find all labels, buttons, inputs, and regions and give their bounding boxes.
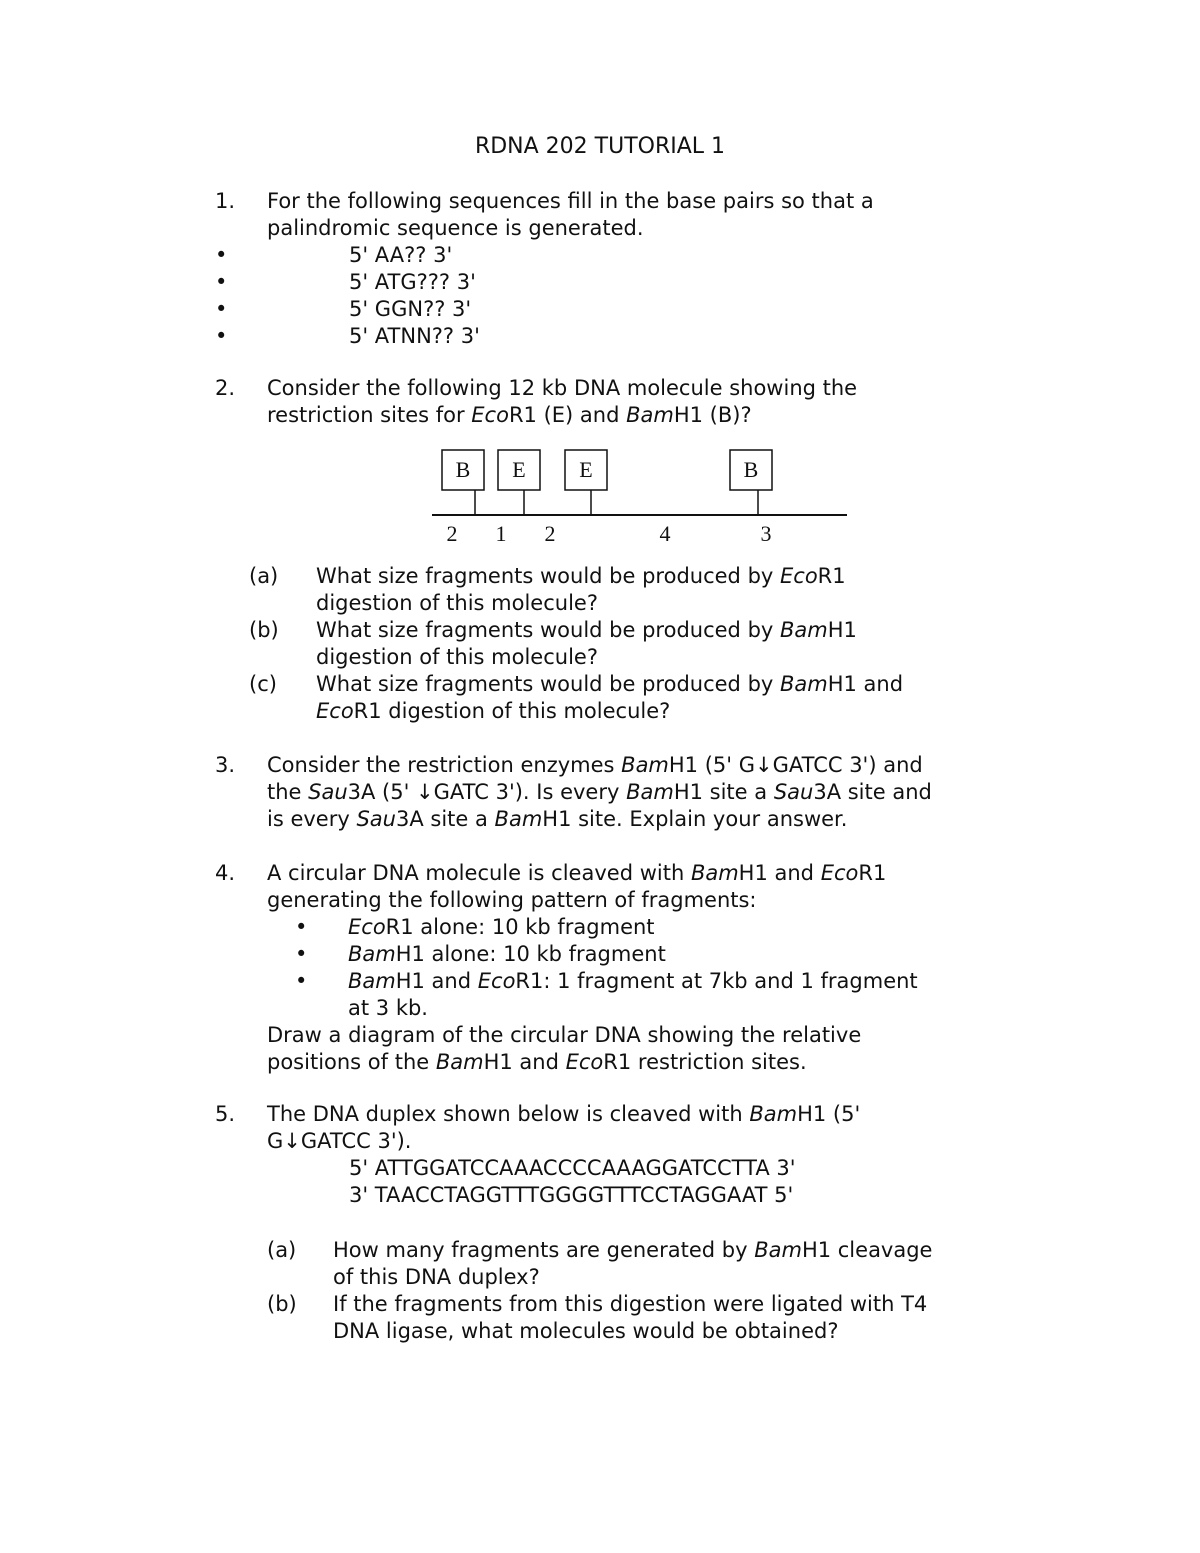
list-item: • EcoR1 alone: 10 kb fragment <box>295 915 655 939</box>
question-number: 2. <box>215 376 236 400</box>
list-item <box>215 323 985 350</box>
site-marker <box>730 450 772 515</box>
sub-question-b <box>249 617 985 671</box>
list-item: • BamH1 and EcoR1: 1 fragment at 7kb and 1 fragment at 3 kb. <box>295 969 918 1020</box>
sequence: 5' ATG??? 3' <box>349 270 476 294</box>
question-text: EcoR1 digestion of this molecule? <box>316 699 671 723</box>
question-text: the Sau3A (5' ↓GATC 3'). Is every BamH1 site a Sau3A site and <box>267 780 932 804</box>
bullet-icon: • <box>215 270 228 294</box>
question-text: What size fragments would be produced by EcoR1 <box>316 564 846 588</box>
question-text: A circular DNA molecule is cleaved with BamH1 and EcoR1 <box>267 861 887 885</box>
question-text: For the following sequences fill in the base pairs so that a <box>267 189 874 213</box>
question-text: DNA ligase, what molecules would be obtained? <box>333 1319 839 1343</box>
restriction-map-diagram <box>0 448 1200 548</box>
sub-question-c <box>249 671 985 725</box>
sub-question-a <box>267 1237 985 1291</box>
question-number: 5. <box>215 1102 236 1126</box>
sub-question-label: (a) <box>249 564 279 588</box>
question-2-parts <box>249 563 985 725</box>
site-label: B <box>455 457 471 482</box>
question-text: What size fragments would be produced by BamH1 <box>316 618 857 642</box>
question-number: 1. <box>215 189 236 213</box>
bullet-icon: • <box>295 915 308 939</box>
site-marker <box>565 450 607 515</box>
list-item: • BamH1 alone: 10 kb fragment <box>295 942 666 966</box>
question-4 <box>215 860 985 1076</box>
question-text: digestion of this molecule? <box>316 591 598 615</box>
list-item <box>215 296 985 323</box>
question-1 <box>215 188 985 350</box>
question-text: How many fragments are generated by BamH1 cleavage <box>333 1238 933 1262</box>
fragment-length-label: 2 <box>446 521 458 546</box>
list-item <box>215 269 985 296</box>
site-marker <box>442 450 484 515</box>
question-text: restriction sites for EcoR1 (E) and BamH1 (B)? <box>267 403 752 427</box>
question-text: Consider the restriction enzymes BamH1 (5' G↓GATCC 3') and <box>267 753 923 777</box>
question-text: is every Sau3A site a BamH1 site. Explain your answer. <box>267 807 848 831</box>
question-text: The DNA duplex shown below is cleaved with BamH1 (5' <box>267 1102 861 1126</box>
list-item <box>215 242 985 269</box>
fragment-length-label: 4 <box>659 521 671 546</box>
sub-question-label: (c) <box>249 672 277 696</box>
bullet-icon: • <box>295 969 308 993</box>
sub-question-label: (b) <box>249 618 279 642</box>
site-marker <box>498 450 540 515</box>
site-label: E <box>512 457 526 482</box>
sequence: 5' ATNN?? 3' <box>349 324 480 348</box>
sub-question-b <box>267 1291 985 1345</box>
page-title: RDNA 202 TUTORIAL 1 <box>474 134 726 159</box>
question-5-parts <box>267 1237 985 1345</box>
fragment-length-label: 1 <box>495 521 507 546</box>
question-2 <box>215 375 985 429</box>
question-number: 3. <box>215 753 236 777</box>
sequence: 5' GGN?? 3' <box>349 297 472 321</box>
fragment-length-label: 3 <box>760 521 772 546</box>
sub-question-label: (a) <box>267 1238 297 1262</box>
sub-question-a <box>249 563 985 617</box>
question-text: digestion of this molecule? <box>316 645 598 669</box>
question-text: generating the following pattern of fragments: <box>267 888 757 912</box>
question-text: palindromic sequence is generated. <box>267 216 644 240</box>
dna-bottom-strand: 3' TAACCTAGGTTTGGGGTTTCCTAGGAAT 5' <box>349 1183 794 1207</box>
bullet-icon: • <box>295 942 308 966</box>
question-text: G↓GATCC 3'). <box>267 1129 412 1153</box>
bullet-icon: • <box>215 243 228 267</box>
question-text: Consider the following 12 kb DNA molecule showing the <box>267 376 858 400</box>
bullet-icon: • <box>215 297 228 321</box>
question-text: Draw a diagram of the circular DNA showing the relative <box>267 1023 862 1047</box>
fragment-length-label: 2 <box>544 521 556 546</box>
question-number: 4. <box>215 861 236 885</box>
question-text: positions of the BamH1 and EcoR1 restriction sites. <box>267 1050 807 1074</box>
sequence: 5' AA?? 3' <box>349 243 453 267</box>
question-text: If the fragments from this digestion were ligated with T4 <box>333 1292 928 1316</box>
question-text: What size fragments would be produced by BamH1 and <box>316 672 904 696</box>
site-label: E <box>579 457 593 482</box>
question-5 <box>215 1101 985 1209</box>
sub-question-label: (b) <box>267 1292 297 1316</box>
bullet-icon: • <box>215 324 228 348</box>
question-text: of this DNA duplex? <box>333 1265 540 1289</box>
question-3 <box>215 752 985 833</box>
site-label: B <box>743 457 759 482</box>
dna-top-strand: 5' ATTGGATCCAAACCCCAAAGGATCCTTA 3' <box>349 1156 796 1180</box>
